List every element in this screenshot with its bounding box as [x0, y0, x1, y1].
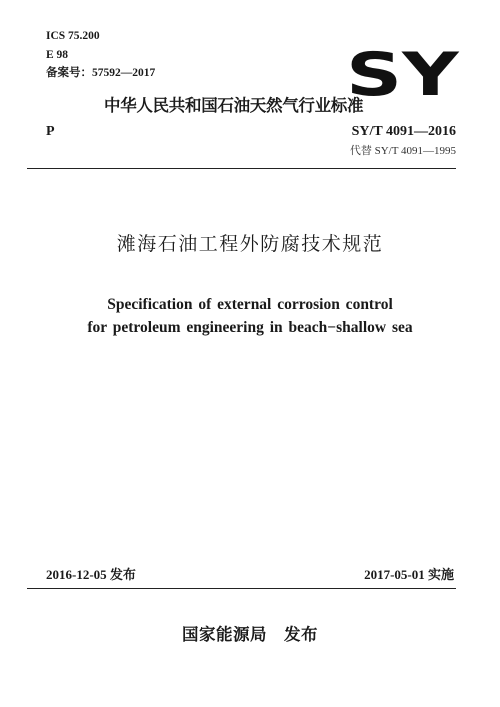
replaces-note: 代替 SY/T 4091—1995 — [349, 145, 456, 157]
category-code: P — [46, 124, 55, 139]
issue-date: 2016-12-05 — [46, 567, 107, 582]
ics-code: ICS 75.200 — [46, 30, 100, 42]
record-number: 备案号：57592—2017 — [46, 67, 156, 79]
implementation-date-line — [364, 567, 454, 584]
standard-number: SY/T 4091—2016 — [351, 124, 456, 139]
issue-date-line — [46, 567, 136, 584]
implementation-date: 2017-05-01 — [364, 567, 425, 582]
document-title-chinese: 滩海石油工程外防腐技术规范 — [116, 233, 384, 255]
sy-logo: SY — [346, 40, 459, 110]
header-divider — [27, 168, 456, 169]
issue-label: 发布 — [109, 568, 136, 583]
implementation-label: 实施 — [427, 568, 454, 583]
document-title-english-line-2: for petroleum engineering in beach−shallow sea — [87, 319, 413, 336]
publisher: 国家能源局 发布 — [182, 625, 318, 644]
classification-code: E 98 — [46, 49, 69, 61]
issuer-title: 中华人民共和国石油天然气行业标准 — [104, 96, 364, 115]
document-title-english-line-1: Specification of external corrosion control — [107, 296, 393, 313]
footer-divider — [27, 588, 456, 589]
